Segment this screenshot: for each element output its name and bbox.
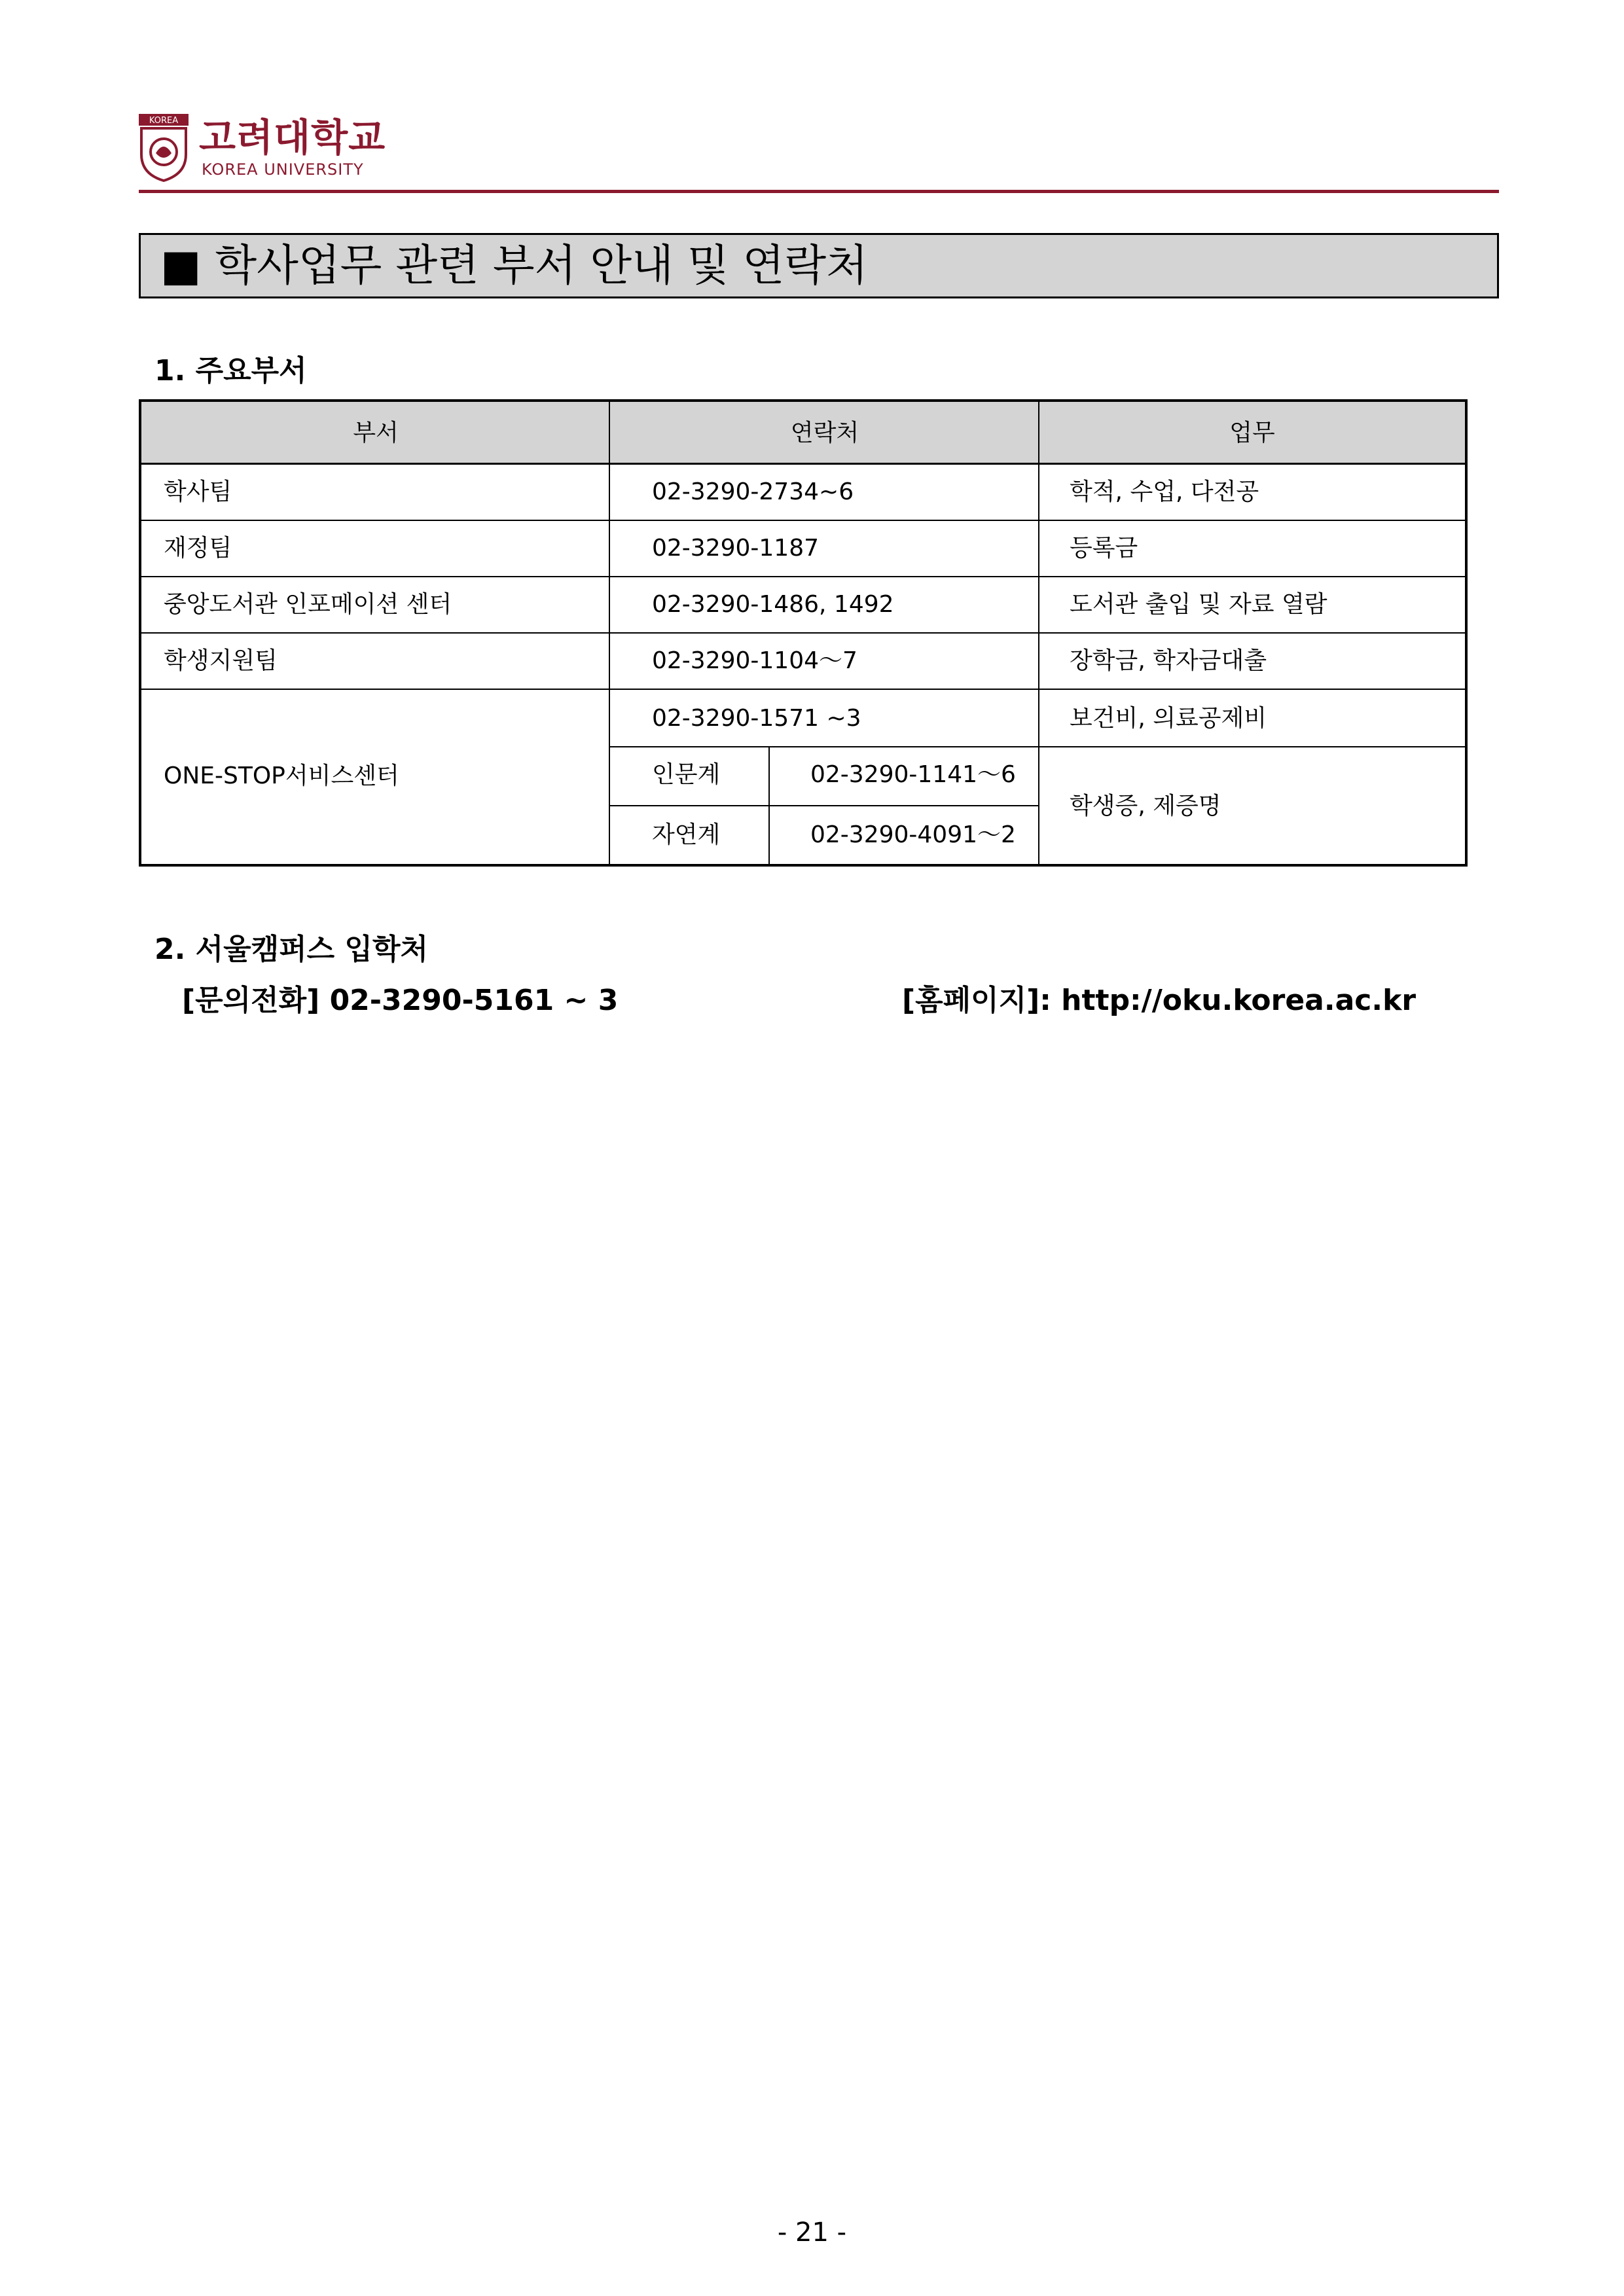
row-4-dept: 학생지원팀 [164,647,278,674]
onestop-sub-2-contact: 02-3290-4091～2 [810,821,1016,848]
row-divider [141,576,1465,577]
homepage-label: [홈페이지]: [902,984,1051,1017]
section-2-title: 2. 서울캠퍼스 입학처 [154,933,428,966]
banner-title [160,235,868,296]
university-logo [139,114,401,182]
logo-korean-text: 고려대학교 [199,115,386,160]
header-divider [139,190,1499,193]
section-1-title: 1. 주요부서 [154,354,307,387]
banner-title-text: 학사업무 관련 부서 안내 및 연락처 [215,240,868,291]
phone-line [182,977,618,1018]
square-bullet-icon: ■ [160,240,202,291]
onestop-sub-1-contact: 02-3290-1141～6 [810,761,1016,788]
onestop-sub-1-label: 인문계 [652,761,721,788]
row-3-dept: 중앙도서관 인포메이션 센터 [164,591,452,618]
crest-icon [139,114,189,182]
onestop-sub-2-label: 자연계 [652,821,721,848]
row-1-contact: 02-3290-2734~6 [652,478,854,505]
row-2-dept: 재정팀 [164,535,232,562]
onestop-contact-main: 02-3290-1571 ~3 [652,705,861,732]
row-divider [141,632,1465,634]
row-2-contact: 02-3290-1187 [652,535,820,562]
header-duty: 업무 [1229,420,1275,446]
row-4-duty: 장학금, 학자금대출 [1070,647,1267,674]
departments-table [139,399,1468,867]
row-1-duty: 학적, 수업, 다전공 [1070,478,1259,505]
title-banner [139,233,1499,298]
onestop-dept: ONE-STOP서비스센터 [164,762,399,789]
row-divider [609,746,1465,747]
row-divider [141,689,1465,690]
homepage-link[interactable]: http://oku.korea.ac.kr [1061,984,1416,1017]
header-contact: 연락처 [790,420,859,446]
row-divider [141,520,1465,521]
row-divider [609,805,1039,806]
row-4-contact: 02-3290-1104～7 [652,647,857,674]
page-number: - 21 - [777,2217,847,2248]
row-3-contact: 02-3290-1486, 1492 [652,591,894,618]
homepage-line [902,977,1416,1018]
row-3-duty: 도서관 출입 및 자료 열람 [1070,591,1327,618]
phone-label: [문의전화] [182,984,320,1017]
row-2-duty: 등록금 [1070,535,1138,562]
onestop-duty-sub: 학생증, 제증명 [1070,793,1221,819]
row-1-dept: 학사팀 [164,478,232,505]
header-dept: 부서 [353,420,399,446]
svg-text:KOREA: KOREA [149,116,179,126]
phone-value: 02-3290-5161 ~ 3 [329,984,619,1017]
onestop-duty-main: 보건비, 의료공제비 [1070,705,1267,732]
logo-english-text: KOREA UNIVERSITY [202,160,364,179]
